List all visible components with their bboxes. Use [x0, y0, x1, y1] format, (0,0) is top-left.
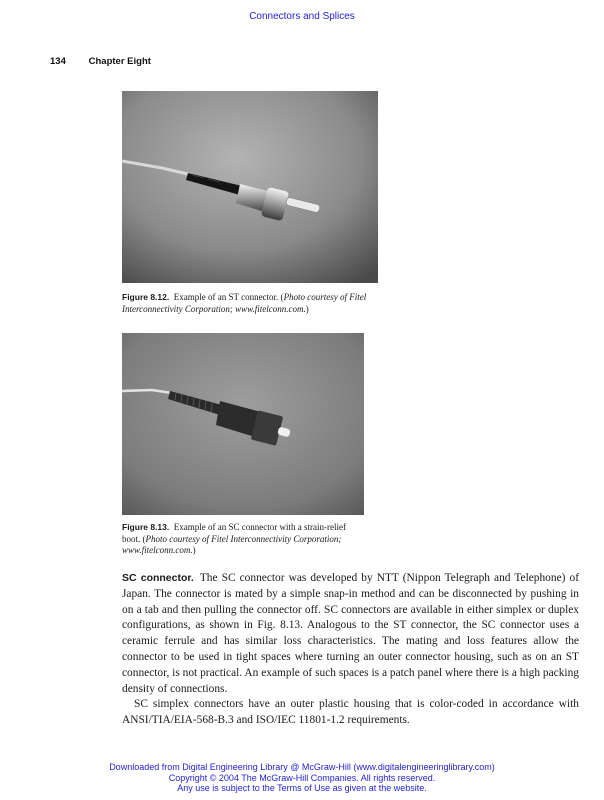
- figure-8-13-caption: [122, 522, 364, 557]
- run-in-heading: SC connector.: [122, 572, 194, 584]
- paragraph: [122, 571, 579, 697]
- caption-text: Example of an ST connector. (: [173, 292, 284, 302]
- chapter-link[interactable]: Connectors and Splices: [249, 11, 355, 22]
- caption-end: ): [305, 303, 309, 314]
- footer-download-link[interactable]: Downloaded from Digital Engineering Library @ McGraw-Hill (www.digitalengineeringlibrary.com): [109, 762, 495, 772]
- figure-8-12-caption: [122, 292, 380, 315]
- paragraph-text: SC simplex connectors have an outer plastic housing that is color-coded in accordance with ANSI/TIA/EIA-568-B.3 and ISO/IEC 11801-1.2 requirements.: [122, 698, 579, 727]
- paragraph-text: The SC connector was developed by NTT (Nippon Telegraph and Telephone) of Japan. The connector is mated by a simple snap-in method and can be disconnected by pushing in on a tab and then pulling the connector off. SC connectors are available in either simplex or duplex configurations, as shown in Fig. 8.13. Analogous to the ST connector, the SC connector uses a ceramic ferrule and has similar loss characteristics. The mating and loss features allow the connector to be used in tight spaces where turning an outer connector housing, such as on an ST connector, is not practical. An example of such spaces is a patch panel where there is a high packing density of connections.: [122, 572, 579, 695]
- chapter-title: Chapter Eight: [88, 56, 151, 67]
- sc-connector-photo: [122, 333, 364, 515]
- caption-credit: Photo courtesy of Fitel Interconnectivity Corporation; www.fitelconn.com.: [122, 292, 367, 314]
- footer: [0, 762, 604, 794]
- page-number: 134: [50, 56, 66, 67]
- caption-credit: Photo courtesy of Fitel Interconnectivity Corporation; www.fitelconn.com.: [122, 533, 342, 555]
- running-head: [50, 56, 151, 67]
- footer-copyright-link[interactable]: Copyright © 2004 The McGraw-Hill Companies. All rights reserved.: [168, 772, 436, 783]
- figure-label: Figure 8.12.: [122, 292, 170, 302]
- st-connector-photo: [122, 91, 378, 283]
- paragraph: [122, 697, 579, 729]
- footer-terms-link[interactable]: Any use is subject to the Terms of Use as given at the website.: [177, 783, 427, 793]
- body-text: [122, 571, 579, 729]
- caption-text: Example of an SC connector with a strain-relief boot. (: [122, 522, 346, 544]
- caption-end: ): [192, 545, 196, 555]
- figure-label: Figure 8.13.: [122, 522, 170, 532]
